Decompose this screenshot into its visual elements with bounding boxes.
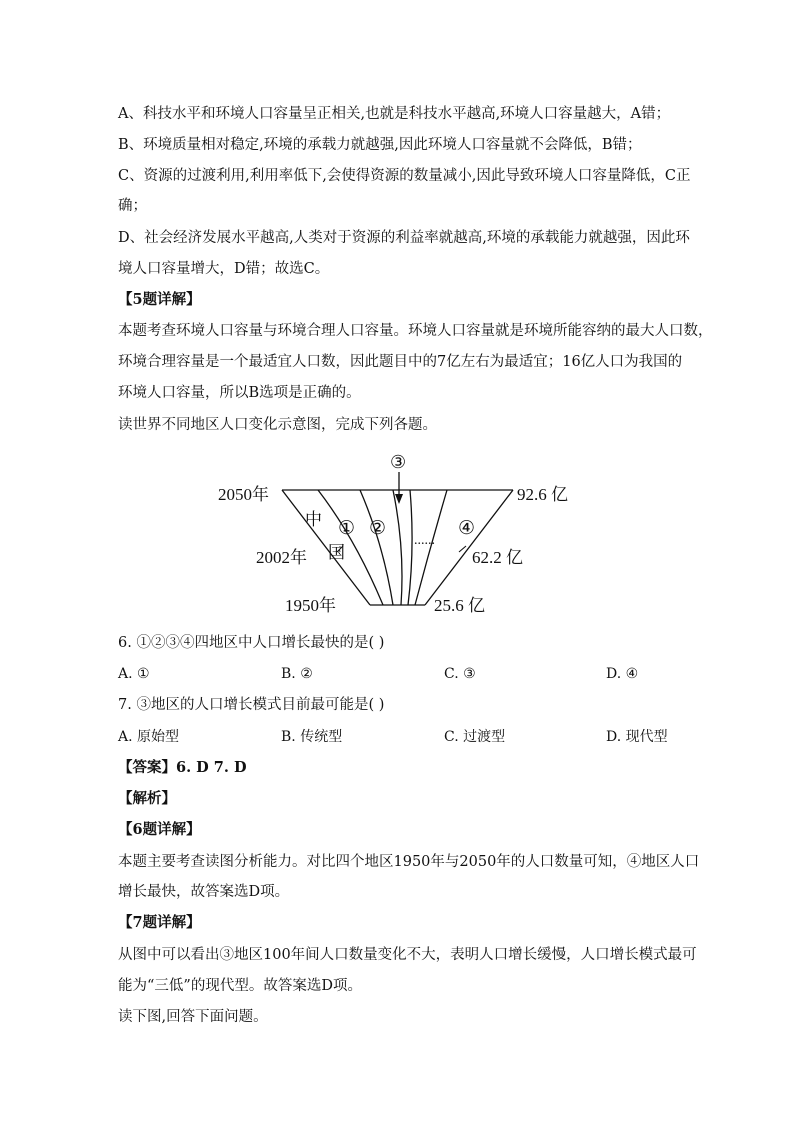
q7-option-d: D. 现代型 — [606, 729, 668, 745]
label-year-2002: 2002年 — [256, 548, 307, 567]
q7-option-a: A. 原始型 — [118, 729, 180, 745]
region-1-label: ① — [338, 518, 356, 539]
q4-option-b-analysis: B、环境质量相对稳定,环境的承载力就越强,因此环境人口容量就不会降低，B错； — [118, 137, 642, 153]
q5-paragraph: 环境合理容量是一个最适宜人口数，因此题目中的7亿左右为最适宜；16亿人口为我国的 — [118, 354, 683, 370]
q6-option-d: D. ④ — [606, 666, 639, 682]
q7-detail-paragraph: 从图中可以看出③地区100年间人口数量变化不大，表明人口增长缓慢，人口增长模式最可 — [118, 947, 697, 963]
q6-detail-paragraph: 增长最快，故答案选D项。 — [118, 884, 290, 900]
q4-option-d-analysis-cont: 境人口容量增大，D错；故选C。 — [118, 261, 330, 277]
q5-heading: 【5题详解】 — [118, 291, 201, 308]
q7-detail-heading: 【7题详解】 — [118, 914, 201, 931]
q6-option-c: C. ③ — [444, 666, 476, 682]
closing-prompt: 读下图,回答下面问题。 — [118, 1009, 268, 1025]
intro-text: 读世界不同地区人口变化示意图，完成下列各题。 — [118, 417, 437, 433]
population-change-diagram — [215, 448, 577, 618]
label-year-2050: 2050年 — [218, 485, 269, 504]
region-4-label: ④ — [458, 518, 476, 539]
label-pop-1950: 25.6 亿 — [434, 596, 485, 615]
label-pop-2002: 62.2 亿 — [472, 548, 523, 567]
label-pop-2050: 92.6 亿 — [517, 485, 568, 504]
q4-option-c-analysis-cont: 确； — [118, 198, 147, 214]
q7-stem: 7. ③地区的人口增长模式目前最可能是( ) — [118, 697, 385, 713]
q5-paragraph: 环境人口容量，所以B选项是正确的。 — [118, 385, 361, 401]
q6-option-b: B. ② — [281, 666, 313, 682]
q6-stem: 6. ①②③④四地区中人口增长最快的是( ) — [118, 635, 385, 651]
q5-paragraph: 本题考查环境人口容量与环境合理人口容量。环境人口容量就是环境所能容纳的最大人口数， — [118, 323, 713, 339]
answer-line: 【答案】6. D 7. D — [118, 759, 247, 776]
q4-option-c-analysis: C、资源的过渡利用,利用率低下,会使得资源的数量减小,因此导致环境人口容量降低，C正 — [118, 168, 691, 184]
q6-detail-paragraph: 本题主要考查读图分析能力。对比四个地区1950年与2050年的人口数量可知，④地区人口 — [118, 854, 700, 870]
q4-option-d-analysis: D、社会经济发展水平越高,人类对于资源的利益率就越高,环境的承载能力就越强，因此环 — [118, 230, 690, 246]
label-year-1950: 1950年 — [285, 596, 336, 615]
label-china-1: 中 — [305, 510, 322, 529]
label-china-2: 国 — [328, 543, 345, 562]
q6-option-a: A. ① — [118, 666, 150, 682]
dots-label: ...... — [414, 533, 435, 548]
q7-option-b: B. 传统型 — [281, 729, 343, 745]
q6-detail-heading: 【6题详解】 — [118, 821, 201, 838]
region-2-label: ② — [369, 518, 387, 539]
region-3-marker: ③ — [390, 452, 407, 472]
q7-option-c: C. 过渡型 — [444, 729, 506, 745]
q7-detail-paragraph: 能为“三低”的现代型。故答案选D项。 — [118, 978, 362, 994]
q4-option-a-analysis: A、科技水平和环境人口容量呈正相关,也就是科技水平越高,环境人口容量越大，A错； — [118, 106, 671, 122]
analysis-heading: 【解析】 — [118, 790, 176, 807]
